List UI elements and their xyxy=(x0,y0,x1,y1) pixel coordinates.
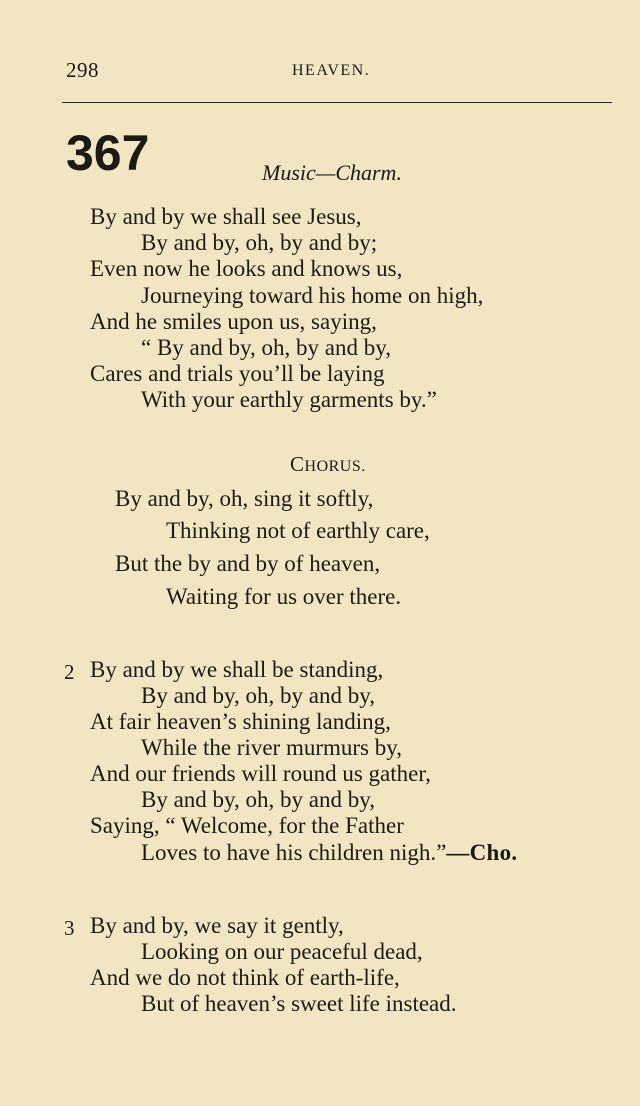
verse-number: 3 xyxy=(64,916,75,940)
verse3-line: And we do not think of earth-life, xyxy=(90,965,400,990)
chorus-reference: —Cho. xyxy=(446,840,518,865)
verse-number: 2 xyxy=(64,660,75,684)
verse1-line: With your earthly garments by.” xyxy=(141,387,437,412)
verse2-line: And our friends will round us gather, xyxy=(90,761,431,786)
verse2-line: By and by, oh, by and by, xyxy=(141,787,376,812)
verse2-last-text: Loves to have his children nigh.” xyxy=(141,840,447,865)
chorus-heading: CHORUS. xyxy=(290,452,366,476)
chorus-line: Waiting for us over there. xyxy=(166,584,402,609)
verse3-line: Looking on our peaceful dead, xyxy=(141,939,423,964)
verse1-line: Journeying toward his home on high, xyxy=(141,283,484,308)
hymn-number: 367 xyxy=(66,125,150,181)
verse3-line: But of heaven’s sweet life instead. xyxy=(141,991,457,1016)
verse1-line: By and by, oh, by and by; xyxy=(141,230,378,255)
verse2-line: At fair heaven’s shining landing, xyxy=(90,709,391,734)
verse1-line: And he smiles upon us, saying, xyxy=(90,309,377,334)
verse2-line: While the river murmurs by, xyxy=(141,735,403,760)
verse1-line: Cares and trials you’ll be laying xyxy=(90,361,385,386)
music-attribution: Music—Charm. xyxy=(262,160,402,185)
header-rule xyxy=(62,102,612,103)
chorus-line: Thinking not of earthly care, xyxy=(166,518,430,543)
verse2-line: Saying, “ Welcome, for the Father xyxy=(90,813,404,838)
chorus-line: But the by and by of heaven, xyxy=(115,551,381,576)
verse2-line xyxy=(141,841,517,864)
chorus-line: By and by, oh, sing it softly, xyxy=(115,486,374,511)
verse2-line: By and by we shall be standing, xyxy=(90,657,384,682)
verse1-line: Even now he looks and knows us, xyxy=(90,256,403,281)
verse3-line: By and by, we say it gently, xyxy=(90,913,344,938)
running-title: HEAVEN. xyxy=(292,62,371,79)
verse1-line: “ By and by, oh, by and by, xyxy=(141,335,391,360)
verse1-line: By and by we shall see Jesus, xyxy=(90,204,362,229)
page-number: 298 xyxy=(66,58,99,82)
verse2-line: By and by, oh, by and by, xyxy=(141,683,376,708)
